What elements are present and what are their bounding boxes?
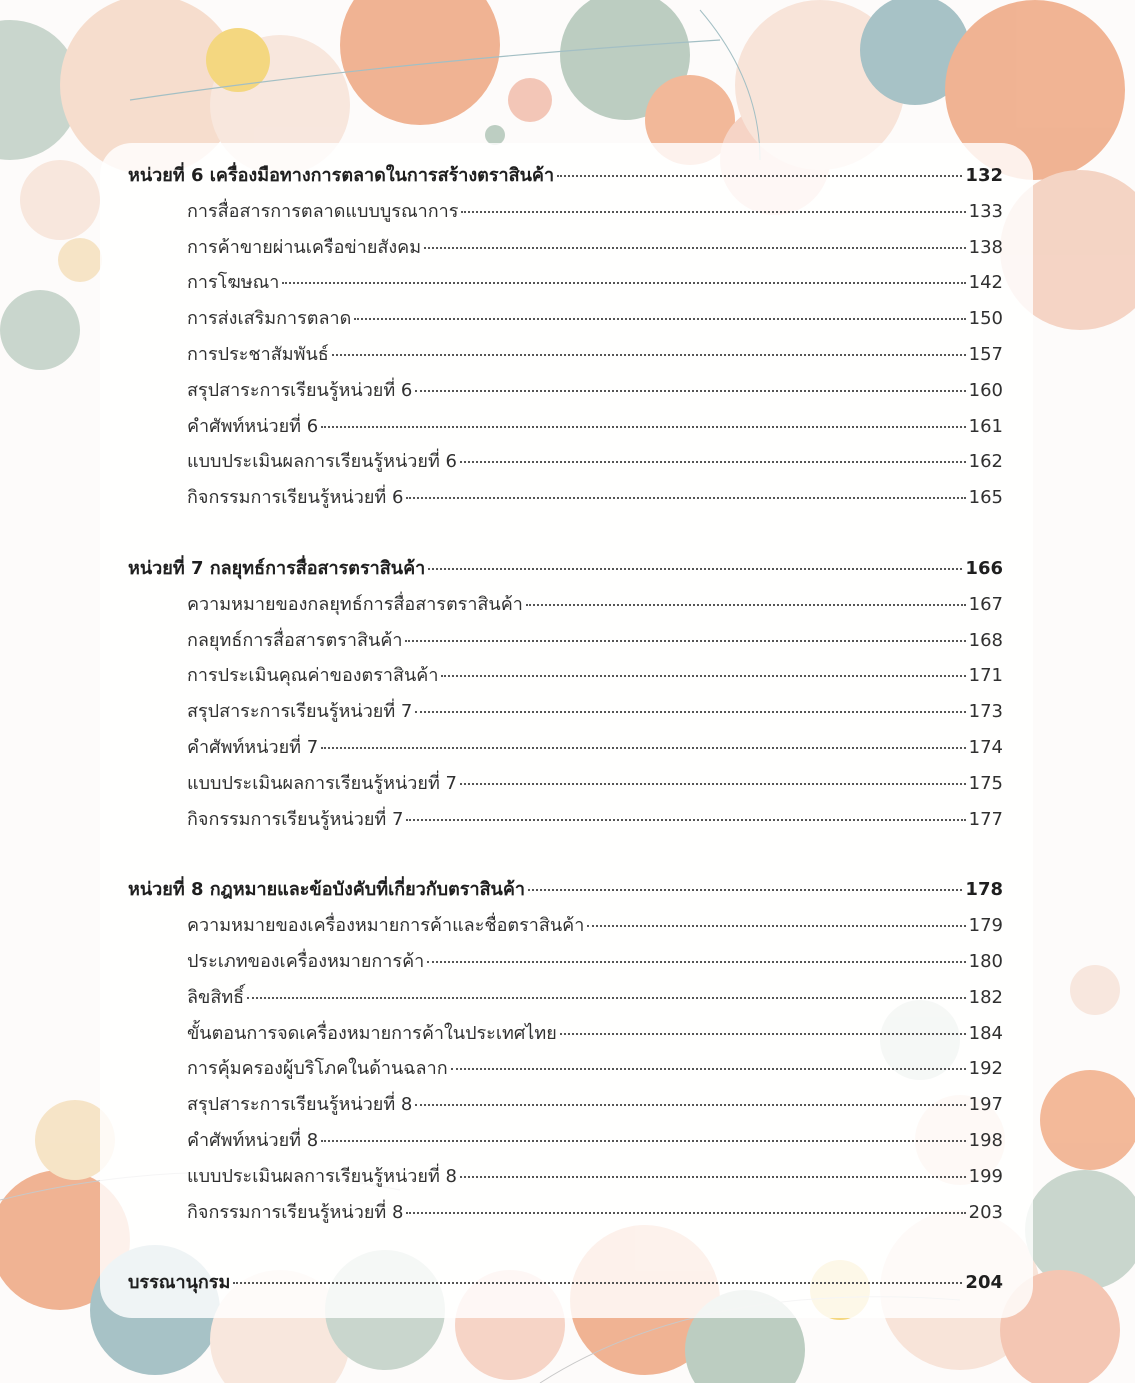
toc-item-label: กิจกรรมการเรียนรู้หน่วยที่ 8 [187,1201,404,1223]
toc-item[interactable] [128,375,1003,411]
toc-item[interactable] [128,768,1003,804]
toc-page-number: 192 [968,1058,1003,1080]
toc-item[interactable] [128,411,1003,447]
toc-item-label: แบบประเมินผลการเรียนรู้หน่วยที่ 6 [187,451,457,473]
toc-item[interactable] [128,482,1003,518]
toc-item-label: การคุ้มครองผู้บริโภคในด้านฉลาก [187,1058,448,1080]
toc-item[interactable] [128,589,1003,625]
toc-item-label: ขั้นตอนการจดเครื่องหมายการค้าในประเทศไทย [187,1022,557,1044]
toc-item-label: การค้าขายผ่านเครือข่ายสังคม [187,236,422,258]
toc-item-label: การสื่อสารการตลาดแบบบูรณาการ [187,200,459,222]
toc-item[interactable] [128,1197,1003,1233]
leader-dots [233,1282,962,1284]
leader-dots [427,961,965,963]
toc-unit-8[interactable] [128,874,1003,910]
leader-dots [428,568,962,570]
leader-dots [405,640,965,642]
toc-item[interactable] [128,267,1003,303]
leader-dots [528,889,962,891]
leader-dots [460,1176,966,1178]
toc-page-number: 162 [968,451,1003,473]
toc-page-number: 165 [968,487,1003,509]
toc-page-number: 197 [968,1094,1003,1116]
toc-unit-title: หน่วยที่ 6 เครื่องมือทางการตลาดในการสร้างตราสินค้า [128,165,555,186]
toc-page-number: 174 [968,736,1003,758]
toc-page-number: 203 [968,1201,1003,1223]
section-spacer [128,518,1003,553]
toc-item[interactable] [128,1018,1003,1054]
toc-page-number: 138 [968,236,1003,258]
toc-page-number: 180 [968,950,1003,972]
section-spacer [128,839,1003,874]
toc-item[interactable] [128,625,1003,661]
leader-dots [321,426,965,428]
toc-item-label: แบบประเมินผลการเรียนรู้หน่วยที่ 8 [187,1165,457,1187]
toc-item[interactable] [128,910,1003,946]
leader-dots [282,282,965,284]
leader-dots [461,211,965,213]
toc-bibliography-title: บรรณานุกรม [128,1272,231,1294]
leader-dots [451,1068,966,1070]
toc-page-number: 182 [968,986,1003,1008]
toc-page-number: 167 [968,593,1003,615]
toc-item[interactable] [128,1125,1003,1161]
toc-page-number: 199 [968,1165,1003,1187]
toc-page-number: 133 [968,200,1003,222]
leader-dots [406,497,965,499]
toc-page-number: 204 [965,1272,1003,1294]
toc-page-number: 161 [968,415,1003,437]
leader-dots [441,675,965,677]
toc-page-number: 166 [965,557,1003,579]
toc-item[interactable] [128,232,1003,268]
toc-item-label: ลิขสิทธิ์ [187,986,245,1008]
toc-item-label: สรุปสาระการเรียนรู้หน่วยที่ 8 [187,1094,413,1116]
toc-page-number: 160 [968,379,1003,401]
toc-item-label: การส่งเสริมการตลาด [187,308,352,330]
leader-dots [415,1104,965,1106]
toc-item-label: การประชาสัมพันธ์ [187,343,329,365]
toc-page-number: 157 [968,343,1003,365]
toc-unit-title: หน่วยที่ 7 กลยุทธ์การสื่อสารตราสินค้า [128,557,426,579]
leader-dots [587,925,965,927]
toc-item-label: การประเมินคุณค่าของตราสินค้า [187,665,439,687]
leader-dots [247,997,965,999]
toc-item-label: กิจกรรมการเรียนรู้หน่วยที่ 6 [187,487,404,509]
toc-page-number: 171 [968,665,1003,687]
leader-dots [526,604,966,606]
toc-item[interactable] [128,303,1003,339]
leader-dots [415,711,965,713]
leader-dots [560,1033,966,1035]
toc-item-label: คำศัพท์หน่วยที่ 6 [187,415,319,437]
toc-item[interactable] [128,696,1003,732]
toc-page-number: 198 [968,1129,1003,1151]
toc-item-label: กลยุทธ์การสื่อสารตราสินค้า [187,629,403,651]
toc-item[interactable] [128,339,1003,375]
leader-dots [354,318,965,320]
leader-dots [424,247,966,249]
toc-item[interactable] [128,1089,1003,1125]
leader-dots [406,819,965,821]
toc-item-label: ความหมายของกลยุทธ์การสื่อสารตราสินค้า [187,593,523,615]
leader-dots [406,1212,965,1214]
section-spacer [128,1232,1003,1267]
toc-page-number: 168 [968,629,1003,651]
toc-item[interactable] [128,1053,1003,1089]
toc-item-label: การโฆษณา [187,272,280,294]
toc-page-number: 178 [965,879,1003,901]
toc-item[interactable] [128,660,1003,696]
toc-page-number: 184 [968,1022,1003,1044]
leader-dots [321,747,965,749]
toc-item[interactable] [128,1161,1003,1197]
toc-page-number: 179 [968,915,1003,937]
toc-item-label: ประเภทของเครื่องหมายการค้า [187,950,425,972]
toc-item-label: สรุปสาระการเรียนรู้หน่วยที่ 6 [187,379,413,401]
leader-dots [415,390,965,392]
toc-unit-7[interactable] [128,553,1003,589]
toc-page-number: 142 [968,272,1003,294]
toc-unit-title: หน่วยที่ 8 กฎหมายและข้อบังคับที่เกี่ยวกับตราสินค้า [128,879,526,901]
table-of-contents [128,160,1003,1303]
leader-dots [557,175,962,177]
toc-item[interactable] [128,446,1003,482]
toc-item-label: คำศัพท์หน่วยที่ 8 [187,1129,319,1151]
toc-item[interactable] [128,804,1003,840]
toc-page-number: 175 [968,772,1003,794]
toc-page-number: 150 [968,308,1003,330]
leader-dots [460,461,966,463]
toc-item-label: กิจกรรมการเรียนรู้หน่วยที่ 7 [187,808,404,830]
toc-item-label: สรุปสาระการเรียนรู้หน่วยที่ 7 [187,701,413,723]
leader-dots [460,783,966,785]
toc-bibliography[interactable] [128,1267,1003,1303]
toc-item-label: แบบประเมินผลการเรียนรู้หน่วยที่ 7 [187,772,457,794]
toc-item[interactable] [128,732,1003,768]
toc-item[interactable] [128,982,1003,1018]
toc-unit-6[interactable] [128,160,1003,196]
toc-item-label: คำศัพท์หน่วยที่ 7 [187,736,319,758]
toc-page-number: 173 [968,701,1003,723]
toc-item[interactable] [128,196,1003,232]
leader-dots [332,354,966,356]
toc-page-number: 132 [965,165,1003,186]
toc-item-label: ความหมายของเครื่องหมายการค้าและชื่อตราสินค้า [187,915,585,937]
leader-dots [321,1140,965,1142]
toc-item[interactable] [128,946,1003,982]
toc-page-number: 177 [968,808,1003,830]
